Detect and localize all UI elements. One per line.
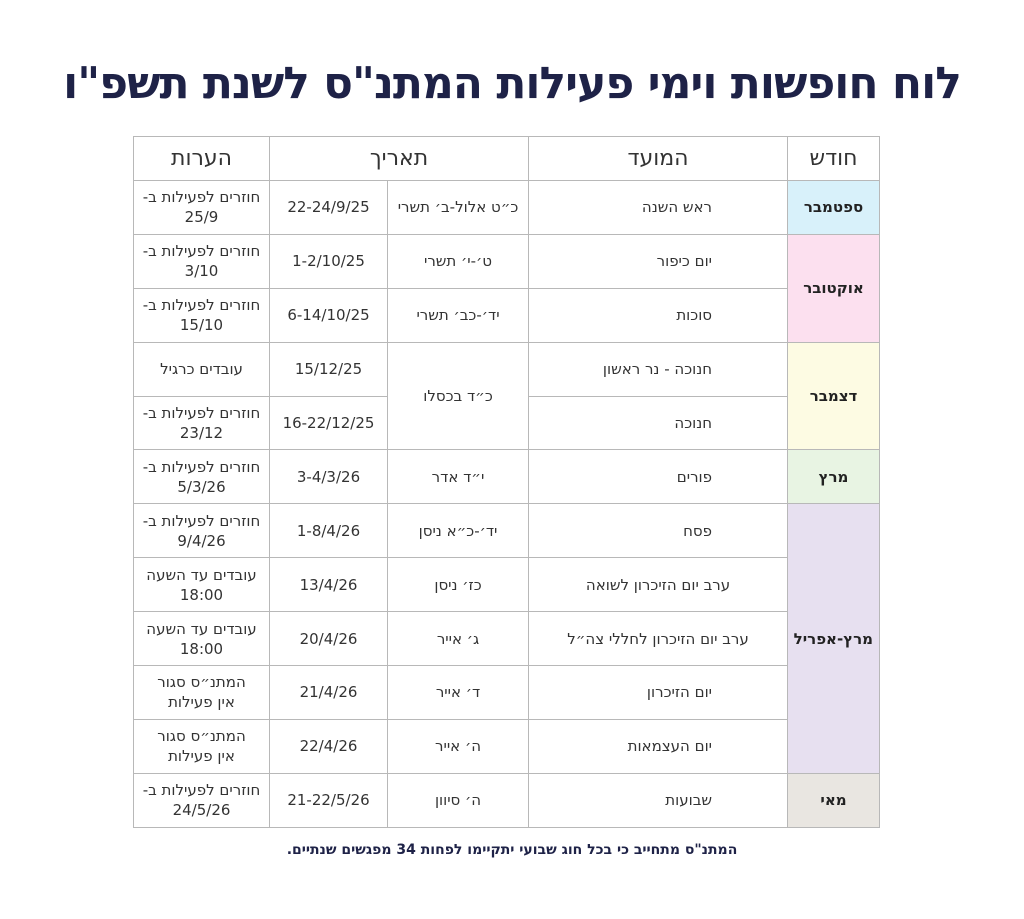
notes-cell: המתנ״ס סגור אין פעילות: [134, 719, 270, 773]
event-cell: חנוכה - נר ראשון: [529, 342, 788, 396]
gregorian-date-cell: 6-14/10/25: [270, 288, 388, 342]
table-row: [134, 504, 880, 558]
table-row: [134, 666, 880, 720]
event-cell: שבועות: [529, 773, 788, 827]
hebrew-date-cell: ט׳-י׳ תשרי: [388, 234, 529, 288]
notes-cell: חוזרים לפעילות ב- 24/5/26: [134, 773, 270, 827]
hebrew-date-cell: י״ד אדר: [388, 450, 529, 504]
hebrew-date-cell: יד׳-כ״א ניסן: [388, 504, 529, 558]
header-event: המועד: [529, 137, 788, 181]
table-row: [134, 773, 880, 827]
gregorian-date-cell: 3-4/3/26: [270, 450, 388, 504]
hebrew-date-cell: ה׳ סיוון: [388, 773, 529, 827]
gregorian-date-cell: 21-22/5/26: [270, 773, 388, 827]
gregorian-date-cell: 22/4/26: [270, 719, 388, 773]
holiday-schedule-table: [133, 136, 880, 828]
notes-cell: חוזרים לפעילות ב- 25/9: [134, 181, 270, 235]
footer-note: המתנ"ס מתחייב כי בכל חוג שבועי יתקיימו לפחות 34 מפגשים שנתיים.: [286, 842, 738, 858]
gregorian-date-cell: 21/4/26: [270, 666, 388, 720]
hebrew-date-cell: ד׳ אייר: [388, 666, 529, 720]
gregorian-date-cell: 13/4/26: [270, 558, 388, 612]
event-cell: יום העצמאות: [529, 719, 788, 773]
notes-cell: המתנ״ס סגור אין פעילות: [134, 666, 270, 720]
header-month: חודש: [788, 137, 880, 181]
event-cell: יום הזיכרון: [529, 666, 788, 720]
month-september: ספטמבר: [788, 181, 880, 235]
header-date: תאריך: [270, 137, 529, 181]
table-row: [134, 342, 880, 396]
event-cell: חנוכה: [529, 396, 788, 450]
month-may: מאי: [788, 773, 880, 827]
notes-cell: חוזרים לפעילות ב- 23/12: [134, 396, 270, 450]
event-cell: סוכות: [529, 288, 788, 342]
gregorian-date-cell: 15/12/25: [270, 342, 388, 396]
gregorian-date-cell: 22-24/9/25: [270, 181, 388, 235]
notes-cell: חוזרים לפעילות ב- 5/3/26: [134, 450, 270, 504]
table-row: [134, 181, 880, 235]
month-march: מרץ: [788, 450, 880, 504]
notes-cell: עובדים עד השעה 18:00: [134, 558, 270, 612]
hebrew-date-cell: כ״ד בכסלו: [388, 342, 529, 450]
notes-cell: חוזרים לפעילות ב- 3/10: [134, 234, 270, 288]
page-title: לוח חופשות וימי פעילות המתנ"ס לשנת תשפ"ו: [63, 58, 961, 109]
month-march-april: מרץ-אפריל: [788, 504, 880, 773]
table-row: [134, 234, 880, 288]
gregorian-date-cell: 16-22/12/25: [270, 396, 388, 450]
notes-cell: עובדים עד השעה 18:00: [134, 612, 270, 666]
event-cell: פורים: [529, 450, 788, 504]
hebrew-date-cell: כז׳ ניסן: [388, 558, 529, 612]
notes-cell: חוזרים לפעילות ב- 9/4/26: [134, 504, 270, 558]
table-row: [134, 288, 880, 342]
header-notes: הערות: [134, 137, 270, 181]
month-october: אוקטובר: [788, 234, 880, 342]
month-december: דצמבר: [788, 342, 880, 450]
event-cell: ערב יום הזיכרון לשואה: [529, 558, 788, 612]
gregorian-date-cell: 1-8/4/26: [270, 504, 388, 558]
table-row: [134, 612, 880, 666]
notes-cell: חוזרים לפעילות ב- 15/10: [134, 288, 270, 342]
hebrew-date-cell: יד׳-כב׳ תשרי: [388, 288, 529, 342]
hebrew-date-cell: כ״ט אלול-ב׳ תשרי: [388, 181, 529, 235]
gregorian-date-cell: 20/4/26: [270, 612, 388, 666]
hebrew-date-cell: ג׳ אייר: [388, 612, 529, 666]
table-row: [134, 450, 880, 504]
event-cell: פסח: [529, 504, 788, 558]
table-header-row: [134, 137, 880, 181]
event-cell: ערב יום הזיכרון לחללי צה״ל: [529, 612, 788, 666]
table-row: [134, 719, 880, 773]
table-row: [134, 558, 880, 612]
event-cell: ראש השנה: [529, 181, 788, 235]
notes-cell: עובדים כרגיל: [134, 342, 270, 396]
hebrew-date-cell: ה׳ אייר: [388, 719, 529, 773]
event-cell: יום כיפור: [529, 234, 788, 288]
gregorian-date-cell: 1-2/10/25: [270, 234, 388, 288]
